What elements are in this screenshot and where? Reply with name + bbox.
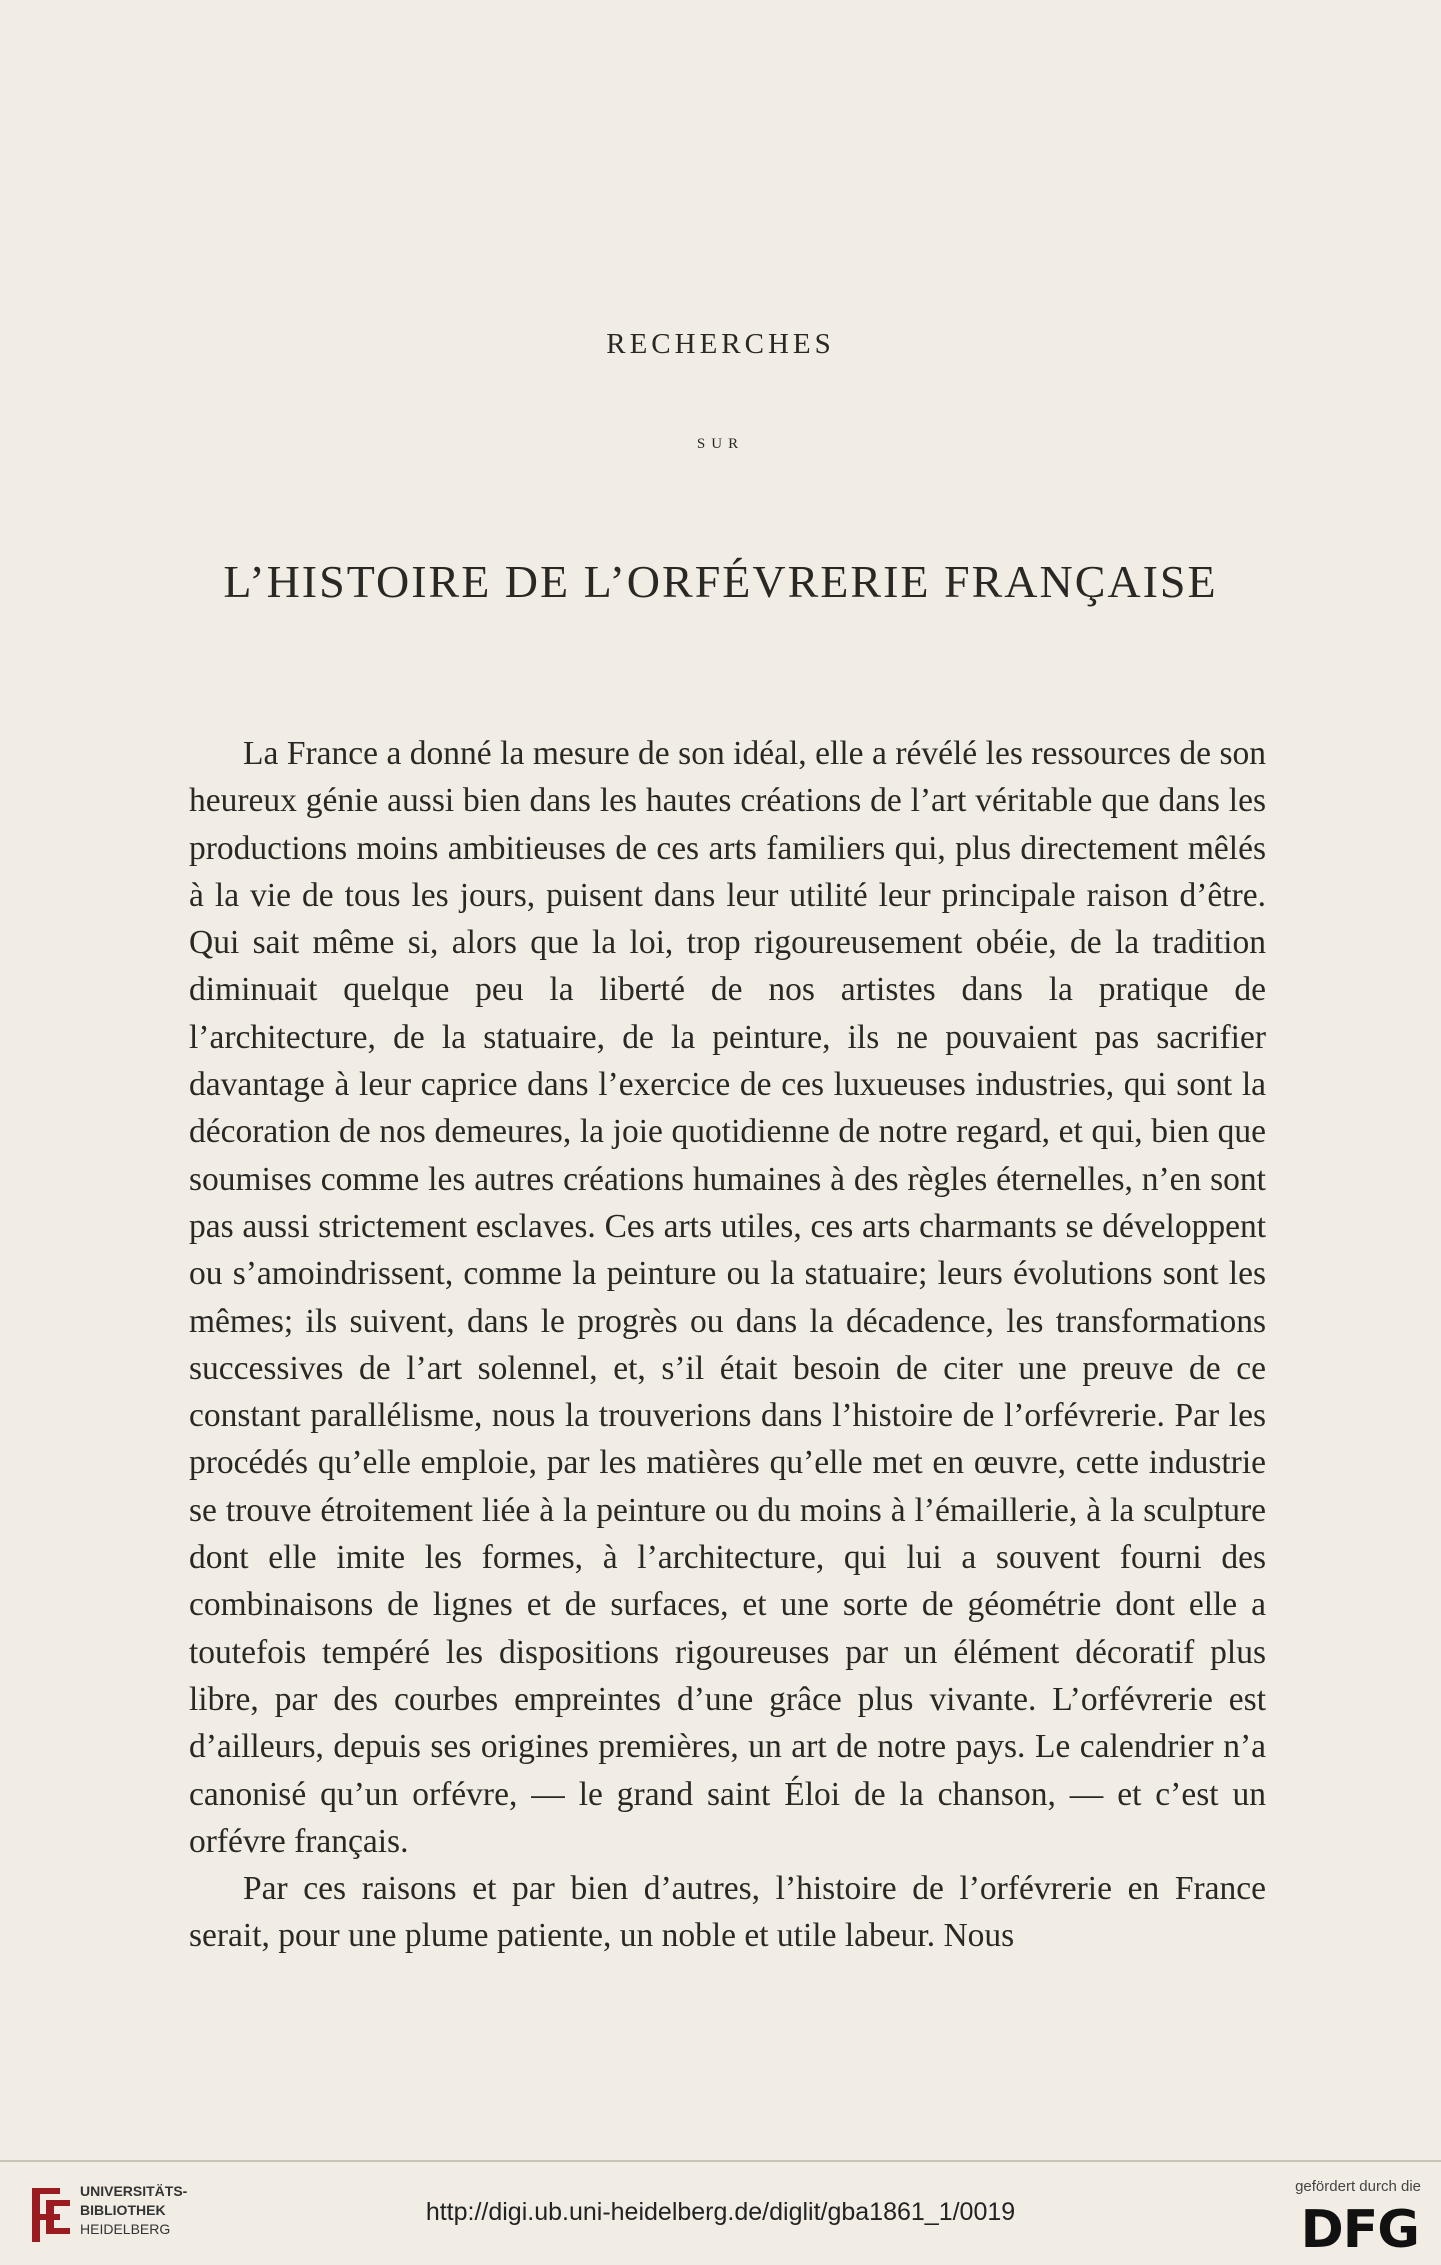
funder-caption: gefördert durch die xyxy=(1295,2178,1421,2195)
library-name-line: UNIVERSITÄTS- xyxy=(80,2183,188,2199)
library-name xyxy=(80,2182,187,2239)
paragraph: Par ces raisons et par bien d’autres, l’histoire de l’orfévrerie en France serait, pour une plume patiente, un noble et utile labeur. Nous xyxy=(189,1870,1266,1955)
body-text xyxy=(189,730,1266,1960)
paragraph: La France a donné la mesure de son idéal, elle a révélé les ressources de son heureux génie aussi bien dans les hautes créations de l’art véritable que dans les productions moins ambitieuses de ces arts familiers qui, plus directement mêlés à la vie de tous les jours, puisent dans leur utilité leur principale raison d’être. Qui sait même si, alors que la loi, trop rigoureusement obéie, de la tradition diminuait quelque peu la liberté de nos artistes dans la pratique de l’architecture, de la statuaire, de la peinture, ils ne pouvaient pas sacrifier davantage à leur caprice dans l’exercice de ces luxueuses industries, qui sont la décoration de nos demeures, la joie quotidienne de notre regard, et qui, bien que soumises comme les autres créations humaines à des règles éternelles, n’en sont pas aussi strictement esclaves. Ces arts utiles, ces arts charmants se développent ou s’amoindrissent, comme la peinture ou la statuaire; leurs évolutions sont les mêmes; ils suivent, dans le progrès ou dans la décadence, les transformations successives de l’art solennel, et, s’il était besoin de citer une preuve de ce constant parallélisme, nous la trouverions dans l’histoire de l’orfévrerie. Par les procédés qu’elle emploie, par les matières qu’elle met en œuvre, cette industrie se trouve étroitement liée à la peinture ou du moins à l’émaillerie, à la sculpture dont elle imite les formes, à l’architecture, qui lui a souvent fourni des combinaisons de lignes et de surfaces, et une sorte de géométrie dont elle a toutefois tempéré les dispositions rigoureuses par un élément décoratif plus libre, par des courbes empreintes d’une grâce plus vivante. L’orfévrerie est d’ailleurs, depuis ses origines premières, un art de notre pays. Le calendrier n’a canonisé qu’un orfévre, — le grand saint Éloi de la chanson, — et c’est un orfévre français. xyxy=(189,735,1266,1860)
page-title: L’HISTOIRE DE L’ORFÉVRERIE FRANÇAISE xyxy=(223,555,1218,607)
footer-bar xyxy=(0,2160,1441,2265)
ub-heidelberg-logo-icon xyxy=(26,2184,74,2246)
kicker-heading: RECHERCHES xyxy=(606,328,835,360)
footer-divider xyxy=(0,2160,1441,2162)
kicker-subheading: SUR xyxy=(696,436,745,452)
library-name-line: BIBLIOTHEK xyxy=(80,2202,166,2218)
library-name-line: HEIDELBERG xyxy=(80,2221,171,2237)
source-url-link[interactable]: http://digi.ub.uni-heidelberg.de/diglit/gba1861_1/0019 xyxy=(425,2198,1016,2226)
dfg-logo: DFG xyxy=(1300,2200,1419,2260)
